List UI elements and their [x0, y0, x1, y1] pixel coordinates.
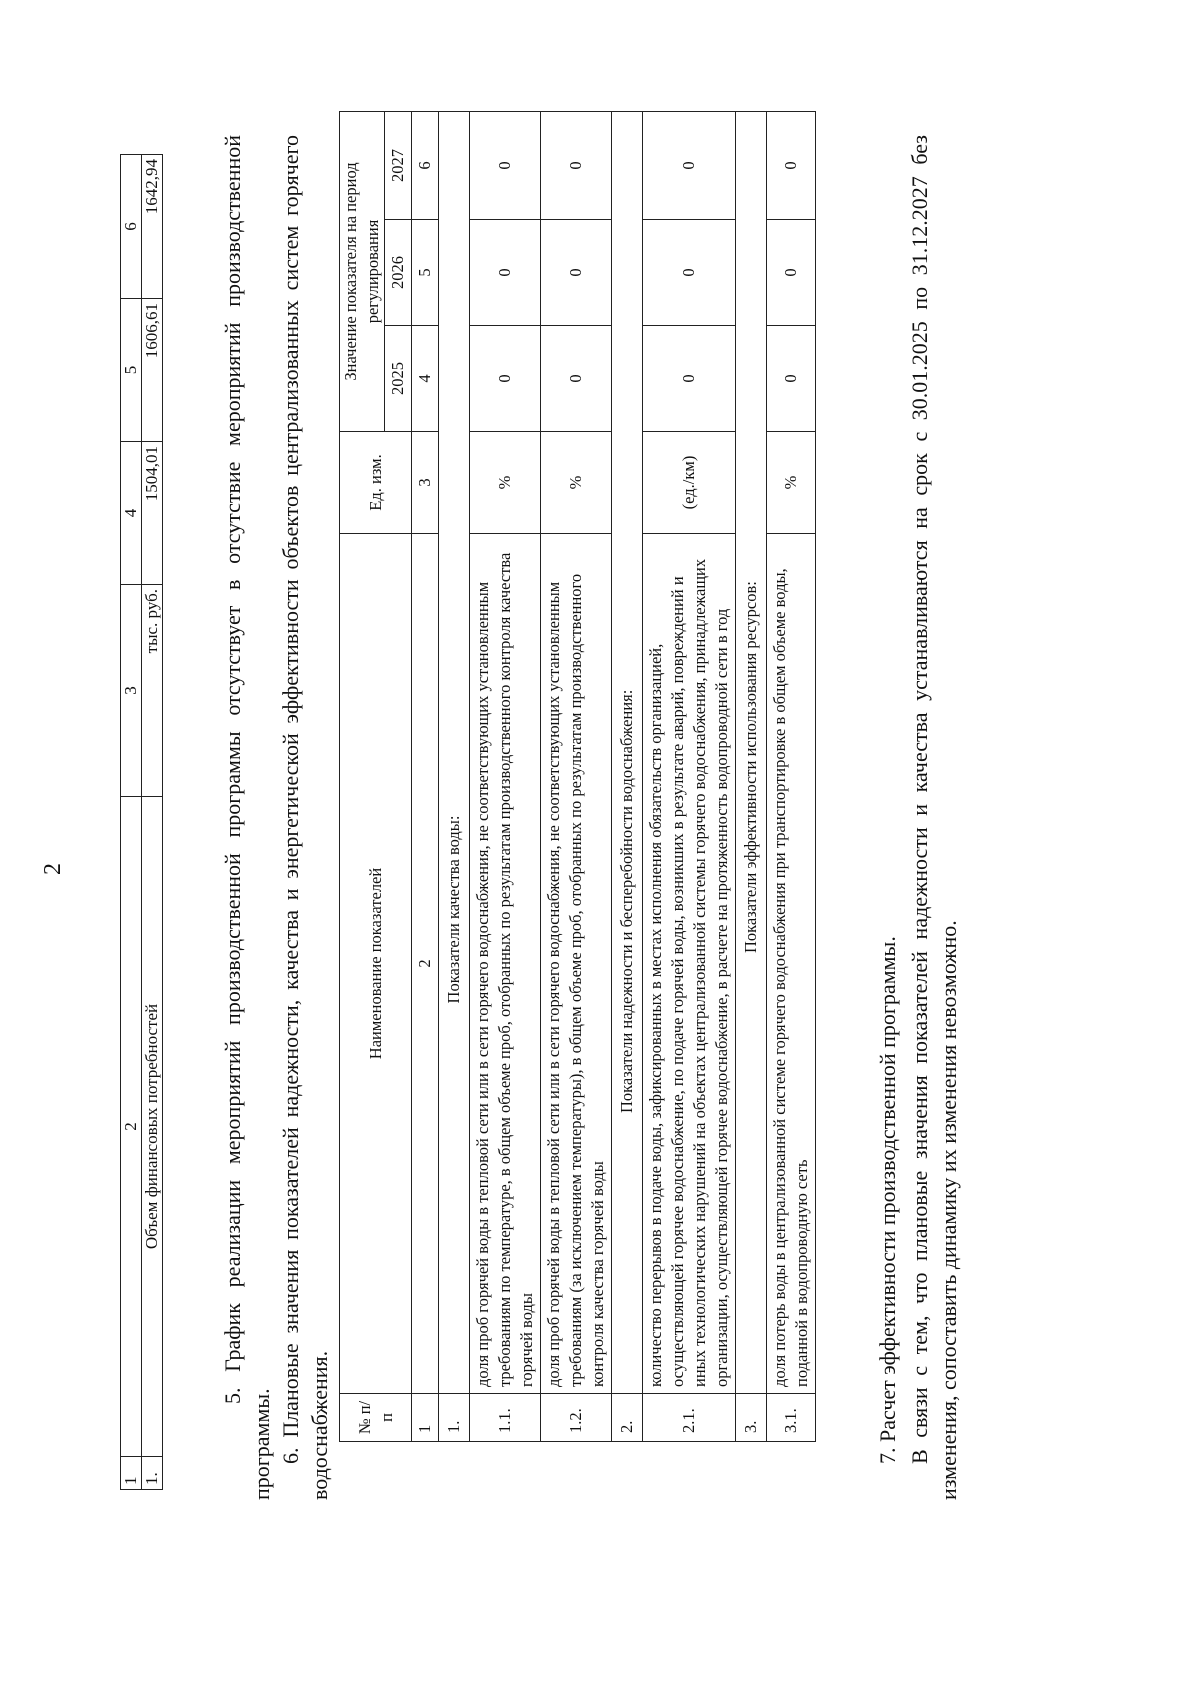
row-name: Объем финансовых потребностей [142, 797, 163, 1457]
group-row [612, 111, 643, 1441]
group-title: Показатели надежности и бесперебойности водоснабжения: [612, 111, 643, 1393]
column-number: 2 [412, 534, 439, 1394]
indicator-value: 0 [541, 111, 612, 219]
table-row [142, 155, 163, 1490]
row-number: 1.2. [541, 1394, 612, 1442]
header-cell: 5 [121, 299, 142, 442]
row-number: 3.1. [767, 1394, 816, 1442]
table-row [767, 111, 816, 1441]
table-header-row [340, 111, 385, 1441]
indicator-value: 0 [643, 220, 736, 326]
indicator-value: 0 [470, 220, 541, 326]
indicator-unit: % [767, 432, 816, 534]
indicator-name: количество перерывов в подаче воды, зафиксированных в местах исполнения обязательств организацией, осуществляющей горячее водоснабжение, по подаче горячей воды, возникших в результате аварий, повреждений и иных технологических нарушений на объектах централизованной системы горячего водоснабжения, принадлежащих организации, осуществляющей горячее водоснабжение, в расчете на протяженность водопроводной сети в год [643, 534, 736, 1394]
col-number-header: № п/п [340, 1394, 412, 1442]
group-row [439, 111, 470, 1441]
col-unit-header: Ед. изм. [340, 432, 412, 534]
column-number-row [412, 111, 439, 1441]
row-number: 1.1. [470, 1394, 541, 1442]
indicator-unit: % [541, 432, 612, 534]
table-header-row [121, 155, 142, 1490]
group-number: 1. [439, 1394, 470, 1442]
indicator-value: 0 [470, 326, 541, 432]
col-period-header: Значение показателя на период регулирования [340, 111, 385, 431]
indicator-value: 0 [643, 326, 736, 432]
table-row [643, 111, 736, 1441]
page-number: 2 [40, 863, 66, 875]
table-row [470, 111, 541, 1441]
table-row [541, 111, 612, 1441]
column-number: 4 [412, 326, 439, 432]
value-2026: 1606,61 [142, 299, 163, 442]
column-number: 5 [412, 220, 439, 326]
indicator-name: доля проб горячей воды в тепловой сети или в сети горячего водоснабжения, не соответствующих установленным требованиям (за исключением температуры), в общем объеме проб, отобранных по результатам производственного контроля качества горячей воды [541, 534, 612, 1394]
indicators-table [339, 111, 816, 1442]
group-title: Показатели эффективности использования ресурсов: [736, 111, 767, 1393]
row-unit: тыс. руб. [142, 585, 163, 797]
group-row [736, 111, 767, 1441]
group-number: 2. [612, 1394, 643, 1442]
value-2027: 1642,94 [142, 155, 163, 299]
indicator-value: 0 [643, 111, 736, 219]
section-5-paragraph: 5. График реализации мероприятий производственной программы отсутствует в отсутствие мероприятий производственной программы. [220, 135, 274, 1500]
indicator-value: 0 [767, 111, 816, 219]
group-title: Показатели качества воды: [439, 111, 470, 1393]
indicator-value: 0 [767, 220, 816, 326]
col-name-header: Наименование показателей [340, 534, 412, 1394]
indicator-name: доля проб горячей воды в тепловой сети или в сети горячего водоснабжения, не соответствующих установленным требованиям по температуре, в общем объеме проб, отобранных по результатам производственного контроля качества горячей воды [470, 534, 541, 1394]
group-number: 3. [736, 1394, 767, 1442]
header-cell: 4 [121, 442, 142, 585]
section-7-text: В связи с тем, что плановые значения показателей надежности и качества устанавливаются на срок с 30.01.2025 по 31.12.2027 без изменения, сопоставить динамику их изменения невозможно. [907, 135, 961, 1500]
year-header: 2027 [385, 111, 412, 219]
section-7-heading: 7. Расчет эффективности производственной программы. [875, 936, 900, 1464]
year-header: 2025 [385, 326, 412, 432]
column-number: 1 [412, 1394, 439, 1442]
row-number: 2.1. [643, 1394, 736, 1442]
header-cell: 1 [121, 1457, 142, 1490]
value-2025: 1504,01 [142, 442, 163, 585]
indicator-value: 0 [470, 111, 541, 219]
indicator-unit: (ед./км) [643, 432, 736, 534]
indicator-name: доля потерь воды в централизованной системе горячего водоснабжения при транспортировке в общем объеме воды, поданной в водопроводную сеть [767, 534, 816, 1394]
rotated-page [0, 60, 1040, 1620]
indicator-value: 0 [767, 326, 816, 432]
year-header: 2026 [385, 220, 412, 326]
indicator-value: 0 [541, 220, 612, 326]
header-cell: 6 [121, 155, 142, 299]
section-6-paragraph: 6. Плановые значения показателей надежности, качества и энергетической эффективности объектов централизованных систем горячего водоснабжения. [278, 135, 332, 1500]
column-number: 3 [412, 432, 439, 534]
header-cell: 2 [121, 797, 142, 1457]
indicator-value: 0 [541, 326, 612, 432]
header-cell: 3 [121, 585, 142, 797]
column-number: 6 [412, 111, 439, 219]
financial-needs-table [120, 154, 163, 1490]
row-number: 1. [142, 1457, 163, 1490]
indicator-unit: % [470, 432, 541, 534]
